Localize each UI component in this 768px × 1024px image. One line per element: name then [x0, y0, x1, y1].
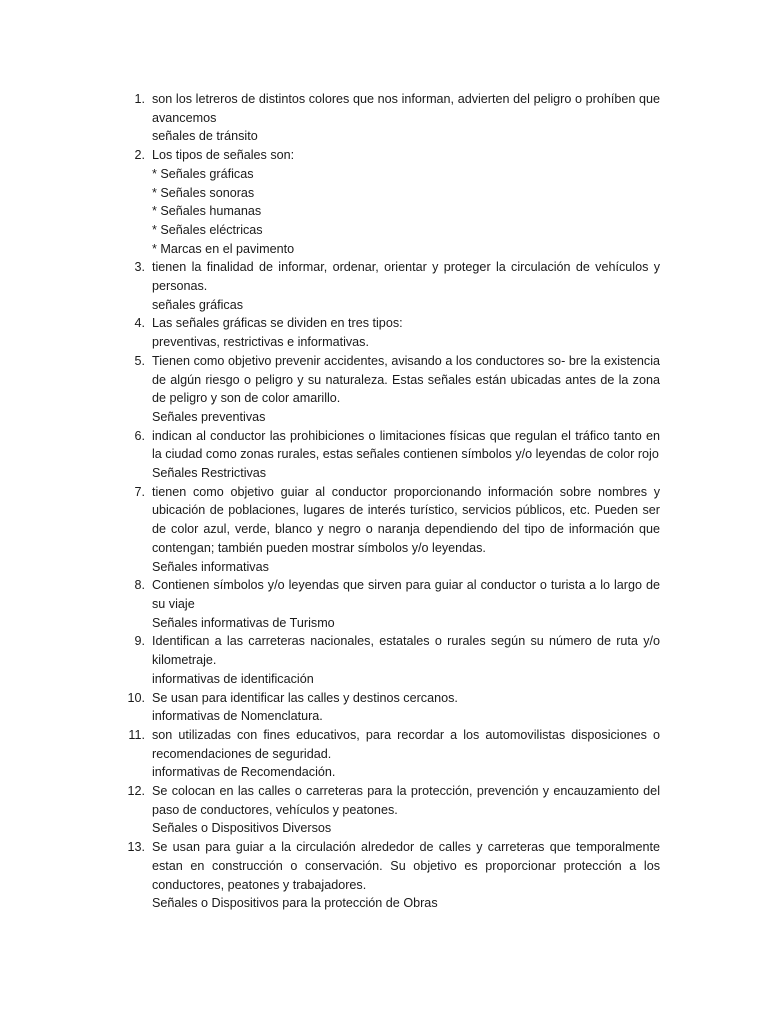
list-item	[0, 838, 660, 913]
sub-item: * Señales eléctricas	[152, 222, 263, 237]
list-item	[0, 632, 660, 688]
item-answer: informativas de Nomenclatura.	[152, 709, 323, 724]
item-number: 12.	[127, 784, 145, 799]
list-item	[0, 689, 660, 726]
list-item	[0, 90, 660, 146]
item-answer: señales de tránsito	[152, 129, 258, 144]
item-text: Se usan para guiar a la circulación alrededor de calles y carreteras que temporalmente estan en construcción o conservación. Su objetivo es proporcionar protección a los conductores, peatones y trabajadores.	[152, 840, 660, 892]
item-answer: Señales Restrictivas	[152, 466, 267, 481]
list-item	[0, 782, 660, 838]
item-text: tienen como objetivo guiar al conductor proporcionando información sobre nombres y ubicación de poblaciones, lugares de interés turístico, servicios públicos, etc. Pueden ser de color azul, verde, blanco y negro o naranja dependiendo del tipo de información que contengan; también pueden mostrar símbolos y/o leyendas.	[152, 484, 660, 555]
item-answer: Señales preventivas	[152, 409, 266, 424]
item-text: Se colocan en las calles o carreteras para la protección, prevención y encauzamiento del paso de conductores, vehículos y peatones.	[152, 784, 660, 817]
item-answer: Señales o Dispositivos Diversos	[152, 821, 332, 836]
item-text: son utilizadas con fines educativos, para recordar a los automovilistas disposiciones o recomendaciones de seguridad.	[152, 727, 660, 761]
item-answer: informativas de identificación	[152, 671, 314, 686]
list-item	[0, 576, 660, 632]
list-item	[0, 314, 660, 351]
item-number: 9.	[134, 634, 145, 649]
sub-item: * Marcas en el pavimento	[152, 241, 295, 256]
item-number: 8.	[134, 578, 145, 593]
list-item	[0, 258, 660, 314]
item-text: Tienen como objetivo prevenir accidentes, avisando a los conductores so- bre la existencia de algún riesgo o peligro y su naturaleza. Estas señales están ubicadas antes de la zona de peligro y son de color amarillo.	[152, 353, 660, 406]
numbered-list	[0, 90, 660, 913]
list-item	[0, 483, 660, 577]
item-text: tienen la finalidad de informar, ordenar, orientar y proteger la circulación de vehículos y personas.	[152, 260, 660, 294]
item-number: 3.	[134, 260, 145, 275]
item-text: son los letreros de distintos colores que nos informan, advierten del peligro o prohíben que avancemos	[152, 92, 660, 125]
item-number: 11.	[128, 727, 145, 742]
item-number: 5.	[134, 353, 145, 368]
item-number: 7.	[134, 484, 145, 499]
item-number: 2.	[134, 148, 145, 163]
item-number: 6.	[134, 428, 145, 443]
item-number: 4.	[134, 316, 145, 331]
item-text: Identifican a las carreteras nacionales, estatales o rurales según su número de ruta y/o kilometraje.	[152, 634, 660, 668]
item-answer: Señales o Dispositivos para la protección de Obras	[152, 896, 438, 911]
list-item	[0, 427, 660, 483]
list-item	[0, 146, 660, 258]
list-item	[0, 726, 660, 782]
item-number: 13.	[127, 840, 145, 855]
sub-item: * Señales humanas	[152, 204, 262, 219]
list-item	[0, 352, 660, 427]
item-text: Las señales gráficas se dividen en tres tipos:	[152, 316, 403, 331]
item-answer: Señales informativas	[152, 559, 269, 574]
item-number: 10.	[127, 690, 145, 705]
item-answer: Señales informativas de Turismo	[152, 615, 335, 630]
sub-item: * Señales gráficas	[152, 166, 254, 181]
item-number: 1.	[134, 92, 145, 106]
item-text: Los tipos de señales son:	[152, 148, 295, 163]
item-text: Se usan para identificar las calles y destinos cercanos.	[152, 690, 458, 705]
item-answer: preventivas, restrictivas e informativas.	[152, 335, 369, 350]
item-text: indican al conductor las prohibiciones o limitaciones físicas que regulan el tráfico tanto en la ciudad como zonas rurales, estas señales contienen símbolos y/o leyendas de color rojo	[152, 428, 660, 462]
item-answer: informativas de Recomendación.	[152, 765, 336, 780]
sub-item: * Señales sonoras	[152, 185, 255, 200]
item-text: Contienen símbolos y/o leyendas que sirven para guiar al conductor o turista a lo largo de su viaje	[152, 578, 660, 611]
item-answer: señales gráficas	[152, 297, 244, 312]
